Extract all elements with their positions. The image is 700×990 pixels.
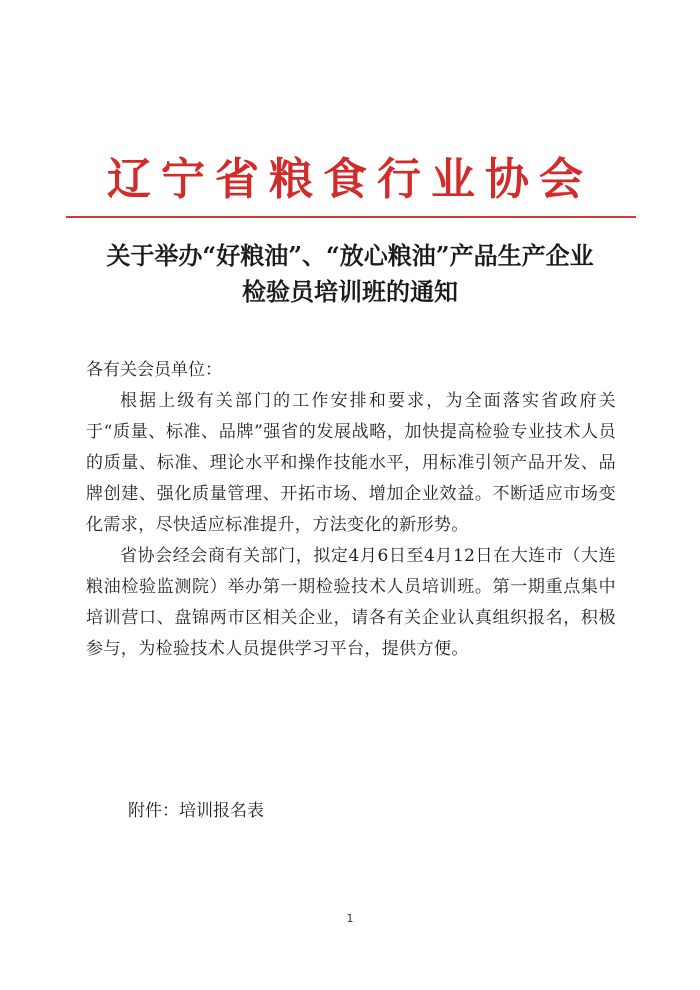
page-number: 1 xyxy=(346,912,354,925)
attachment-note: 附件：培训报名表 xyxy=(128,801,264,821)
notice-title xyxy=(40,238,660,310)
organization-header: 辽宁省粮食行业协会 xyxy=(107,154,593,205)
notice-body xyxy=(86,355,616,665)
notice-title-line-1: 关于举办“好粮油”、“放心粮油”产品生产企业 xyxy=(106,241,594,270)
salutation: 各有关会员单位： xyxy=(86,360,222,380)
header-divider xyxy=(66,216,636,218)
body-paragraph-2: 省协会经会商有关部门，拟定4月6日至4月12日在大连市（大连粮油检验监测院）举办第一期检验技术人员培训班。第一期重点集中培训营口、盘锦两市区相关企业，请各有关企业认真组织报名，积极参与，为检验技术人员提供学习平台，提供方便。 xyxy=(86,546,616,659)
notice-title-line-2: 检验员培训班的通知 xyxy=(242,277,458,306)
body-paragraph-1: 根据上级有关部门的工作安排和要求，为全面落实省政府关于“质量、标准、品牌”强省的发展战略，加快提高检验专业技术人员的质量、标准、理论水平和操作技能水平，用标准引领产品开发、品牌创建、强化质量管理、开拓市场、增加企业效益。不断适应市场变化需求，尽快适应标准提升，方法变化的新形势。 xyxy=(86,391,616,535)
